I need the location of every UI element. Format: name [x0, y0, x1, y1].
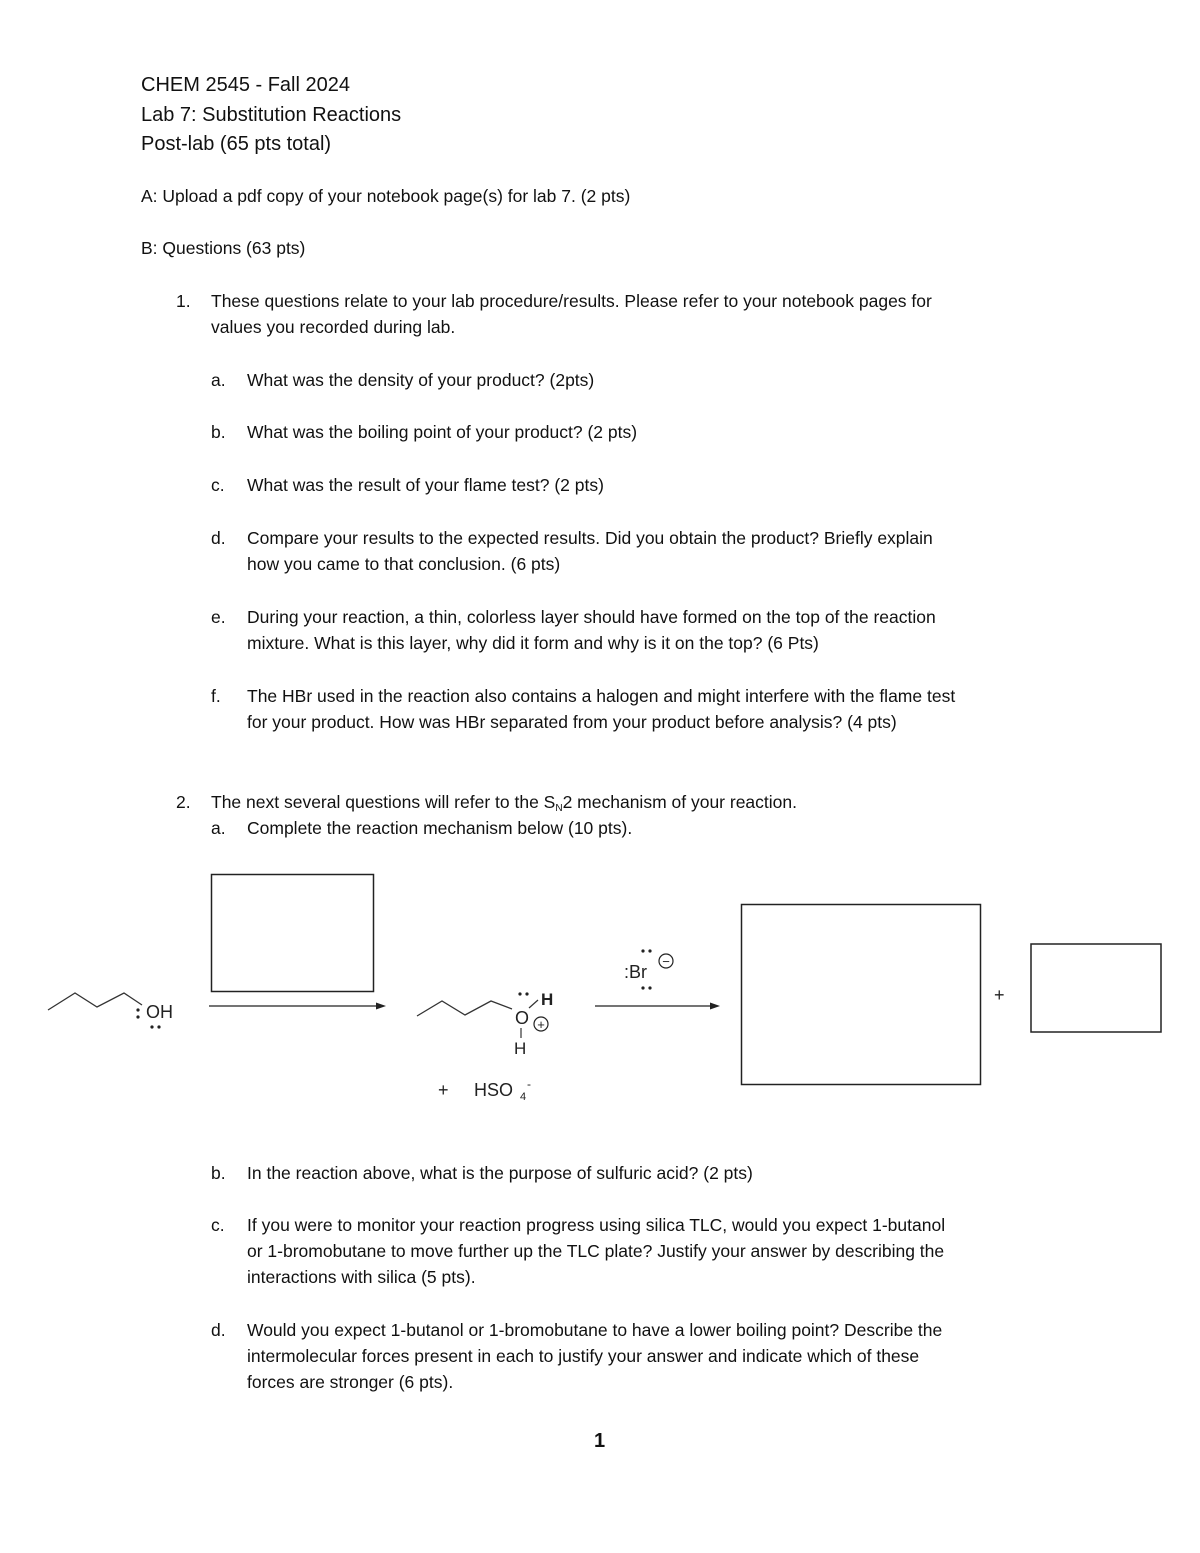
question-1e-letter: e.	[211, 607, 226, 627]
lone-pair-dot	[648, 949, 651, 952]
bisulfate-charge: -	[527, 1077, 531, 1091]
question-1-number: 1.	[176, 291, 191, 311]
lone-pair-dot	[136, 1008, 139, 1011]
lone-pair-dot	[525, 992, 528, 995]
butanol-chain	[48, 993, 142, 1010]
question-1c-text: What was the result of your flame test? (2 pts)	[247, 475, 604, 495]
lone-pair-dot	[518, 992, 521, 995]
oxonium-hydrogen-top: H	[541, 990, 554, 1009]
question-1e-text: During your reaction, a thin, colorless layer should have formed on the top of the reaction	[247, 607, 936, 627]
question-2c-text-cont: or 1-bromobutane to move further up the TLC plate? Justify your answer by describing the	[247, 1241, 945, 1261]
question-1f-text-cont: for your product. How was HBr separated from your product before analysis? (4 pts)	[247, 712, 897, 732]
byproduct-plus: +	[438, 1080, 449, 1100]
lone-pair-dot	[641, 949, 644, 952]
answer-box-reagent[interactable]	[212, 875, 374, 992]
lone-pair-dot	[641, 986, 644, 989]
lone-pair-dot	[150, 1025, 153, 1028]
oxonium-oxygen: O	[515, 1008, 530, 1028]
answer-box-product[interactable]	[742, 905, 981, 1085]
lone-pair-dot	[157, 1025, 160, 1028]
question-1a-text: What was the density of your product? (2pts)	[247, 370, 595, 390]
question-2c-letter: c.	[211, 1215, 225, 1235]
oxonium-hydrogen-bottom: H	[514, 1039, 527, 1058]
question-2d-text: Would you expect 1-butanol or 1-bromobutane to have a lower boiling point? Describe the	[247, 1320, 943, 1340]
question-1-intro-cont: values you recorded during lab.	[211, 317, 456, 337]
part-b-heading: B: Questions (63 pts)	[141, 238, 306, 258]
hydroxyl-label: OH	[146, 1002, 173, 1022]
question-2-intro	[211, 792, 797, 814]
bisulfate-label: HSO	[474, 1080, 514, 1100]
question-2b-letter: b.	[211, 1163, 226, 1183]
course-title: CHEM 2545 - Fall 2024	[141, 74, 350, 96]
question-2c-text-cont: interactions with silica (5 pts).	[247, 1267, 476, 1287]
lone-pair-dot	[648, 986, 651, 989]
lab-title: Lab 7: Substitution Reactions	[141, 104, 402, 126]
reaction-arrow-2-head	[710, 1003, 720, 1010]
butyl-chain	[417, 1001, 512, 1016]
product-plus: +	[994, 985, 1005, 1005]
reaction-arrow-1-head	[376, 1003, 386, 1010]
page-number: 1	[594, 1430, 606, 1452]
question-2-intro-subscript: N	[555, 803, 563, 814]
question-1a-letter: a.	[211, 370, 226, 390]
part-a-instruction: A: Upload a pdf copy of your notebook page(s) for lab 7. (2 pts)	[141, 186, 631, 206]
o-h-bond	[529, 1000, 538, 1008]
question-2d-text-cont: forces are stronger (6 pts).	[247, 1372, 454, 1392]
question-2-intro-before: The next several questions will refer to the S	[211, 792, 556, 812]
question-1f-letter: f.	[211, 686, 221, 706]
answer-box-side-product[interactable]	[1031, 944, 1161, 1032]
postlab-title: Post-lab (65 pts total)	[141, 133, 332, 155]
question-1f-text: The HBr used in the reaction also contains a halogen and might interfere with the flame test	[247, 686, 956, 706]
question-2d-letter: d.	[211, 1320, 226, 1340]
question-2-intro-after: 2 mechanism of your reaction.	[562, 792, 797, 812]
question-1-intro: These questions relate to your lab procedure/results. Please refer to your notebook pages for	[211, 291, 932, 311]
bisulfate-subscript: 4	[520, 1091, 527, 1103]
negative-charge-symbol: −	[662, 954, 670, 969]
question-2d-text-cont: intermolecular forces present in each to justify your answer and indicate which of these	[247, 1346, 920, 1366]
question-1b-text: What was the boiling point of your product? (2 pts)	[247, 422, 638, 442]
question-2b-text: In the reaction above, what is the purpose of sulfuric acid? (2 pts)	[247, 1163, 753, 1183]
lone-pair-dot	[136, 1015, 139, 1018]
question-2a-letter: a.	[211, 818, 226, 838]
question-1d-text: Compare your results to the expected results. Did you obtain the product? Briefly explain	[247, 528, 933, 548]
question-2-number: 2.	[176, 792, 191, 812]
question-1c-letter: c.	[211, 475, 225, 495]
question-1b-letter: b.	[211, 422, 226, 442]
positive-charge-symbol: +	[537, 1017, 545, 1032]
question-2a-text: Complete the reaction mechanism below (10 pts).	[247, 818, 633, 838]
question-1d-text-cont: how you came to that conclusion. (6 pts)	[247, 554, 561, 574]
question-1d-letter: d.	[211, 528, 226, 548]
question-1e-text-cont: mixture. What is this layer, why did it form and why is it on the top? (6 Pts)	[247, 633, 819, 653]
bromide-label: :Br	[624, 962, 648, 982]
question-2c-text: If you were to monitor your reaction progress using silica TLC, would you expect 1-butanol	[247, 1215, 946, 1235]
reaction-mechanism-diagram	[0, 860, 1200, 1110]
